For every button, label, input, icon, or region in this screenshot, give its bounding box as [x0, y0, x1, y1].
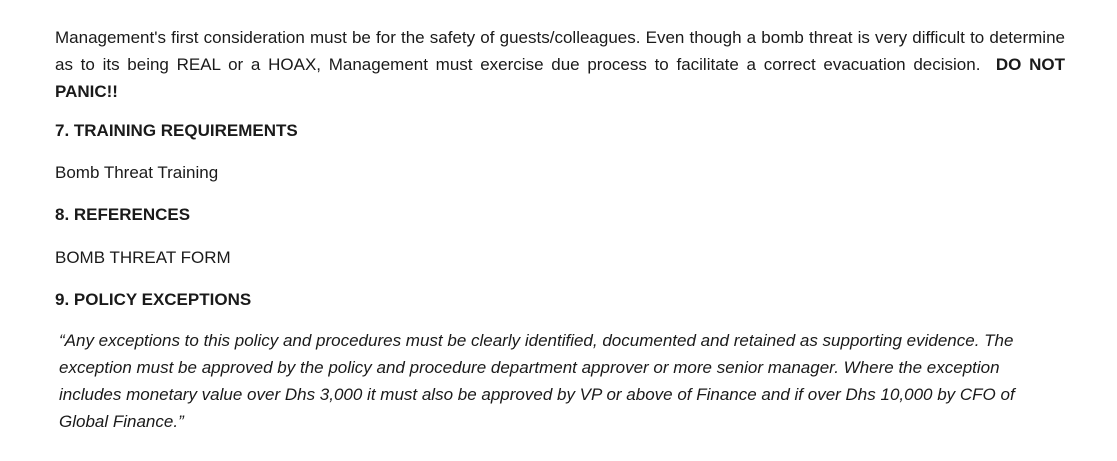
document-body — [55, 24, 1065, 435]
section-heading-training: 7. TRAINING REQUIREMENTS — [55, 121, 298, 140]
section-body-references: BOMB THREAT FORM — [55, 248, 231, 267]
policy-exceptions-quote: “Any exceptions to this policy and procedures must be clearly identified, documented and retained as supporting evidence. The exception must be approved by the policy and procedure department approver or more senior manager. Where the exception includes monetary value over Dhs 3,000 it must also be approved by VP or above of Finance and if over Dhs 10,000 by CFO of Global Finance.” — [59, 331, 1015, 431]
intro-emphasis: DO NOT PANIC!! — [55, 55, 1065, 101]
section-body-training: Bomb Threat Training — [55, 163, 219, 182]
intro-text: Management's first consideration must be for the safety of guests/colleagues. Even though a bomb threat is very difficult to determine as to its being REAL or a HOAX, Management must exercise due process to facilitate a correct evacuation decision. — [55, 28, 1065, 74]
section-heading-exceptions: 9. POLICY EXCEPTIONS — [55, 290, 252, 309]
intro-paragraph — [55, 24, 1065, 105]
section-heading-references: 8. REFERENCES — [55, 205, 191, 224]
